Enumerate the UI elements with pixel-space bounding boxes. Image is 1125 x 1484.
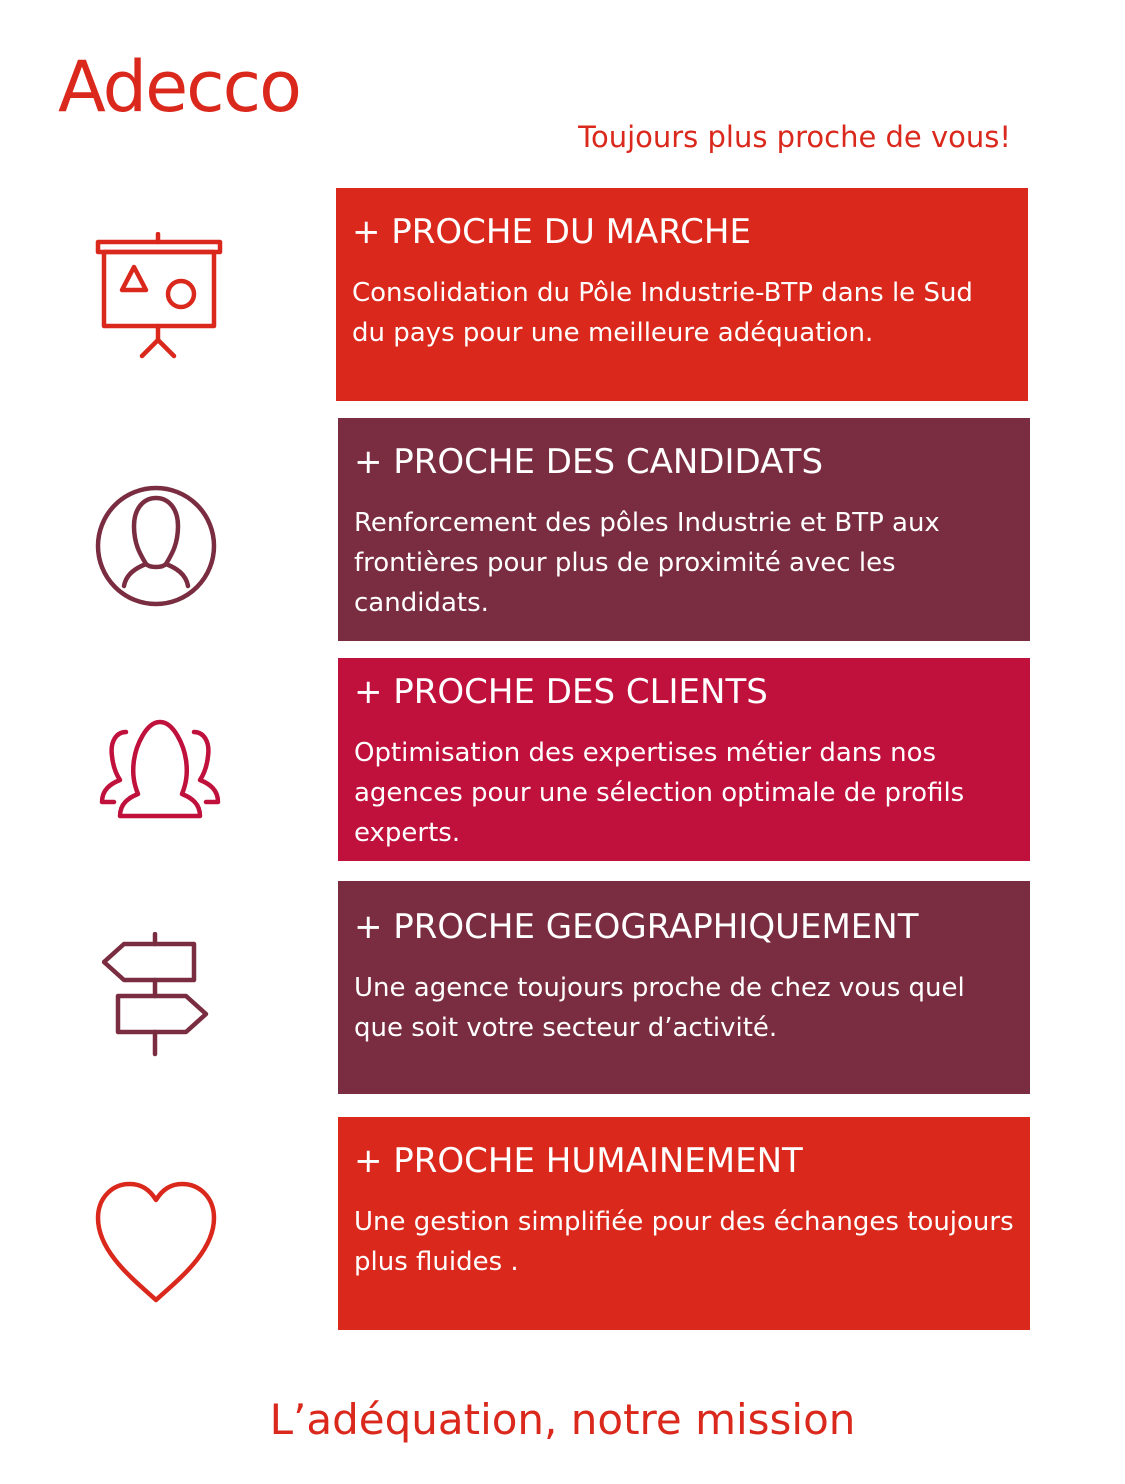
adecco-logo: Adecco (58, 46, 300, 128)
card-proche-marche (336, 188, 1028, 401)
presentation-board-icon (94, 232, 224, 360)
card-proche-humainement (338, 1117, 1030, 1330)
card-title: + PROCHE DES CLIENTS (354, 672, 768, 712)
person-icon (94, 484, 218, 608)
card-proche-clients (338, 658, 1030, 861)
footer-mission: L’adéquation, notre mission (269, 1395, 856, 1444)
card-text: Une gestion simplifiée pour des échanges toujours plus fluides . (354, 1206, 1014, 1277)
card-text: Optimisation des expertises métier dans nos agences pour une sélection optimale de profils experts. (354, 737, 965, 848)
card-text: Renforcement des pôles Industrie et BTP aux frontières pour plus de proximité avec les candidats. (354, 507, 940, 618)
card-title: + PROCHE DES CANDIDATS (354, 442, 824, 482)
card-title: + PROCHE HUMAINEMENT (354, 1141, 803, 1181)
card-text: Consolidation du Pôle Industrie-BTP dans le Sud du pays pour une meilleure adéquation. (352, 277, 973, 348)
card-proche-geographiquement (338, 881, 1030, 1094)
signpost-icon (102, 932, 210, 1058)
card-text: Une agence toujours proche de chez vous quel que soit votre secteur d’activité. (354, 972, 965, 1043)
heart-icon (94, 1180, 218, 1304)
card-title: + PROCHE DU MARCHE (352, 212, 751, 252)
tagline: Toujours plus proche de vous! (578, 120, 1011, 154)
group-icon (98, 718, 222, 820)
card-proche-candidats (338, 418, 1030, 641)
card-title: + PROCHE GEOGRAPHIQUEMENT (354, 907, 919, 947)
